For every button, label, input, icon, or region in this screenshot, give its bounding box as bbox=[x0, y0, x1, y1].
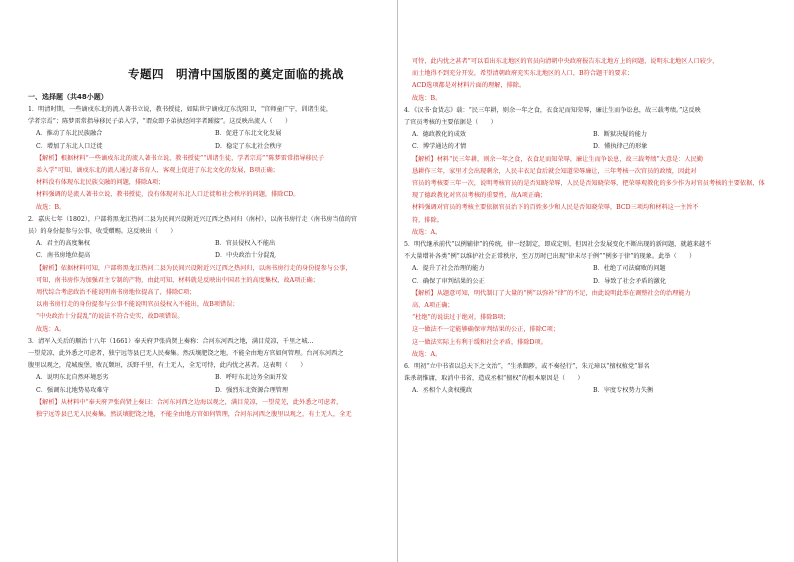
option-text: A．丞相个人贪权揽政 bbox=[412, 387, 473, 395]
option-text: D．导致了社会矛盾的激化 bbox=[593, 277, 667, 285]
option-text: C．强调东北地势易攻难守 bbox=[36, 386, 109, 394]
left-column bbox=[28, 0, 394, 562]
answer-options bbox=[404, 385, 774, 397]
analysis-line: 这一做法不一定能够确保审判结果的公正，排除C项； bbox=[412, 326, 560, 334]
analysis-line: 材料强调的是流人著书立说、教书授徒，没有体现对东北人口迁徙和社会秩序的问题，排除CD。 bbox=[36, 191, 300, 199]
option-text: C．南书房地位提高 bbox=[36, 252, 91, 260]
option-text: C．增加了东北人口迁徙 bbox=[36, 142, 103, 150]
analysis-line: 【解析】从材料中“奉天府尹张尚贤上奏曰：合河东河西之边海以观之，满目荒凉，一望荒芜，此外悉之可虑者， bbox=[36, 398, 343, 406]
question-line: 6．明初“立中书省以总天下之文治”，“生杀黜陟，或不奏径行”，朱元璋以“擅权植党”罪名 bbox=[404, 363, 650, 371]
answer-line: 故选：A。 bbox=[36, 325, 66, 333]
answer-line: 故选：A。 bbox=[412, 228, 442, 236]
analysis-line: 而土地得不到充分开发，希望清朝政府充实东北地区的人口，B符合题干的要求； bbox=[412, 70, 634, 78]
option-text: A．提升了社会治理的能力 bbox=[412, 265, 485, 273]
left-content bbox=[28, 104, 394, 421]
analysis-line: “杜绝”的说法过于绝对，排除B项； bbox=[412, 314, 510, 322]
question-line: 诛杀胡惟庸，取消中书省，造成丞相“擅权”的根本原因是（ ） bbox=[404, 375, 584, 383]
option-text: C．博学通达的才情 bbox=[412, 143, 467, 151]
question-line: 学者宗焉”；陈梦雷常指导移民子弟入学，“谓众即予弟执经问字者踵接”。这反映出流人（ ） bbox=[28, 118, 292, 126]
analysis-line: 恳耕作三年，家里才会出现剩余，人民丰衣足食后就会知道荣辱廉让，三年考核一次官员的政绩，因此对 bbox=[412, 167, 697, 175]
option-text: A．德政教化的成效 bbox=[412, 131, 466, 139]
question-line: 2．嘉庆七年（1802），户部将黑龙江热河二县为民间兴设附近兴辽西之热河归（南村），以南书房行走（南书房当值的官 bbox=[28, 215, 358, 223]
analysis-line: 可恃，此内忧之甚者”可以看出东北地区的官员向清朝中央政府报告东北地方上的问题，说明东北地区人口较少， bbox=[412, 58, 719, 65]
answer-options bbox=[404, 276, 774, 288]
answer-options bbox=[404, 141, 774, 153]
option-text: D．强烈东北资源合理管理 bbox=[215, 386, 289, 394]
analysis-line: 【解析】根据材料“一些谪戍东北的流人著书立说，教书授徒”“训诸生徒，学者宗焉”“陈梦雷常指导移民子 bbox=[36, 154, 325, 162]
analysis-line: 弟入学”可知，谪戍东北的流人通过著书育人，客观上促进了东北文化的发展，B项正确； bbox=[36, 167, 279, 175]
question-line: 1．明清时期，一些谪戍东北的流人著书立说，教书授徒，如陆世宁谪戍辽东沈阳卫，“宫师童广宁，训诸生徒， bbox=[28, 106, 333, 113]
option-text: B．促进了东北文化发展 bbox=[215, 130, 282, 138]
answer-options bbox=[28, 385, 394, 397]
right-content bbox=[404, 56, 774, 398]
question-line: 腹里以观之，荒城废堡，败瓦颓垣，沃野千里，有土无人，全无可恃，此内忧之甚者。这表明（ ） bbox=[28, 362, 307, 370]
answer-options bbox=[404, 263, 774, 275]
answer-options bbox=[28, 250, 394, 262]
option-text: A．君主的高度集权 bbox=[36, 240, 90, 248]
analysis-line: 独宁远等县已无人民奏集。然沃壤肥饶之地，不能全由地方官如何管理，合河东河西之腹里以观之，有土无人，全无 bbox=[36, 411, 352, 419]
analysis-line: 【解析】材料“民三年耕，则余一年之食，衣食足而知荣辱，廉让生而争讼息，故三载考绩”大意是：人民勤 bbox=[412, 155, 703, 163]
answer-line: 故选：A。 bbox=[412, 350, 442, 358]
option-text: B．断狱决疑的能力 bbox=[593, 131, 648, 139]
section-heading: 一、选择题（共48小题） bbox=[28, 93, 108, 101]
right-column bbox=[404, 0, 774, 562]
analysis-line: 高，A项正确； bbox=[412, 302, 454, 310]
analysis-line: 以南书房行走的身份提参与公事不能说明官员侵权入不能出，故B项错误； bbox=[36, 301, 239, 309]
analysis-line: “中央政治十分混乱”的说法不符合史实，故D项错误。 bbox=[36, 313, 184, 321]
option-text: B．杜绝了司法腐败的问题 bbox=[593, 265, 666, 273]
answer-options bbox=[28, 141, 394, 153]
analysis-line: 【解析】从题意可知，明代制订了大量的“例”以弥补“律”的不足，由此说明此举在调整社会的治理能力 bbox=[412, 289, 691, 297]
analysis-line: 【解析】依据材料可知，户部将黑龙江热河二县为民间兴设附近兴辽西之热河归，以南书房行走的身份提参与公事， bbox=[36, 264, 352, 272]
option-text: D．稳定了东北社会秩序 bbox=[215, 142, 282, 150]
answer-options bbox=[28, 238, 394, 250]
option-text: D．懂执律己的形象 bbox=[593, 143, 648, 151]
analysis-line: 这一做法实际上有利于缓和社会矛盾，排除D项。 bbox=[412, 338, 547, 346]
answer-line: 故选：B。 bbox=[412, 94, 442, 102]
analysis-line: ACD选项都是对材料片面的理解，排除。 bbox=[412, 82, 526, 90]
question-line: 不大量增补各类“例”以维护社会正常秩序，至万历时已出现“律未尽于例”“例多于律”的现象。此举（ ） bbox=[404, 253, 696, 261]
question-line: 4．《汉书·食货志》载：“民三年耕，则余一年之食，衣食足而知荣辱，廉让生而争讼息，故三载考绩。”这反映 bbox=[404, 106, 701, 114]
analysis-line: 符，排除。 bbox=[412, 216, 443, 224]
answer-options bbox=[28, 372, 394, 384]
question-line: 一望荒凉，此外悉之可虑者，独宁远等县已无人民奏集。然沃壤肥饶之地，不能全由地方官如何管理。台河东河西之 bbox=[28, 350, 344, 358]
analysis-line: 周代综合考虑政治不能说明南书房地位提高了，排除C项； bbox=[36, 289, 196, 297]
question-line: 3．清军入关后的顺治十八年（1661）奉天府尹张尚贤上奏称：合河东河西之地，满目荒凉，千里之城... bbox=[28, 337, 314, 345]
answer-options bbox=[28, 128, 394, 140]
answer-options bbox=[404, 129, 774, 141]
analysis-line: 现了德政教化对官员考核的重要性，故A项正确； bbox=[412, 192, 547, 200]
column-divider bbox=[397, 0, 398, 562]
question-line: 员）的身份提参与公事，收受赠赐。这反映出（ ） bbox=[28, 228, 177, 236]
option-text: D．中央政治十分混乱 bbox=[215, 252, 276, 260]
analysis-line: 材料没有体现东北民族交融的问题，排除A项； bbox=[36, 179, 165, 187]
option-text: B．呼吁东北边务全面开发 bbox=[215, 374, 288, 382]
question-line: 了官员考核的主要依据是（ ） bbox=[404, 119, 497, 127]
option-text: C．确保了审判结果的公正 bbox=[412, 277, 485, 285]
question-line: 5．明代继承前代“以例辅律”的传统，律一经制定，即成定则，但因社会发展变化不断出现的新问题，就越来越不 bbox=[404, 241, 712, 249]
analysis-line: 材料强调对官员的考核主要依据官员治下的百姓多少和人民是否知晓荣辱，BCD三项均和材料这一主旨不 bbox=[412, 204, 699, 212]
page-title: 专题四 明清中国版图的奠定面临的挑战 bbox=[128, 67, 344, 81]
option-text: B．宰度专权势力失衡 bbox=[593, 387, 654, 395]
analysis-line: 可知，南书房作为加强君主专制的产物，由此可知，材料就是反映出中国君主的高度集权，故A项正确； bbox=[36, 276, 319, 284]
analysis-line: 官员的考核要三年一次，说明考核官员的是否知晓荣辱，人民是否知晓荣辱，把荣辱观教化的多少作为对官员考核的主要依据，体 bbox=[412, 180, 765, 188]
option-text: B．官员侵权入不能出 bbox=[215, 240, 276, 248]
answer-line: 故选：B。 bbox=[36, 203, 66, 211]
option-text: A．说明东北自然环境恶劣 bbox=[36, 374, 109, 382]
option-text: A．推动了东北民族融合 bbox=[36, 130, 103, 138]
